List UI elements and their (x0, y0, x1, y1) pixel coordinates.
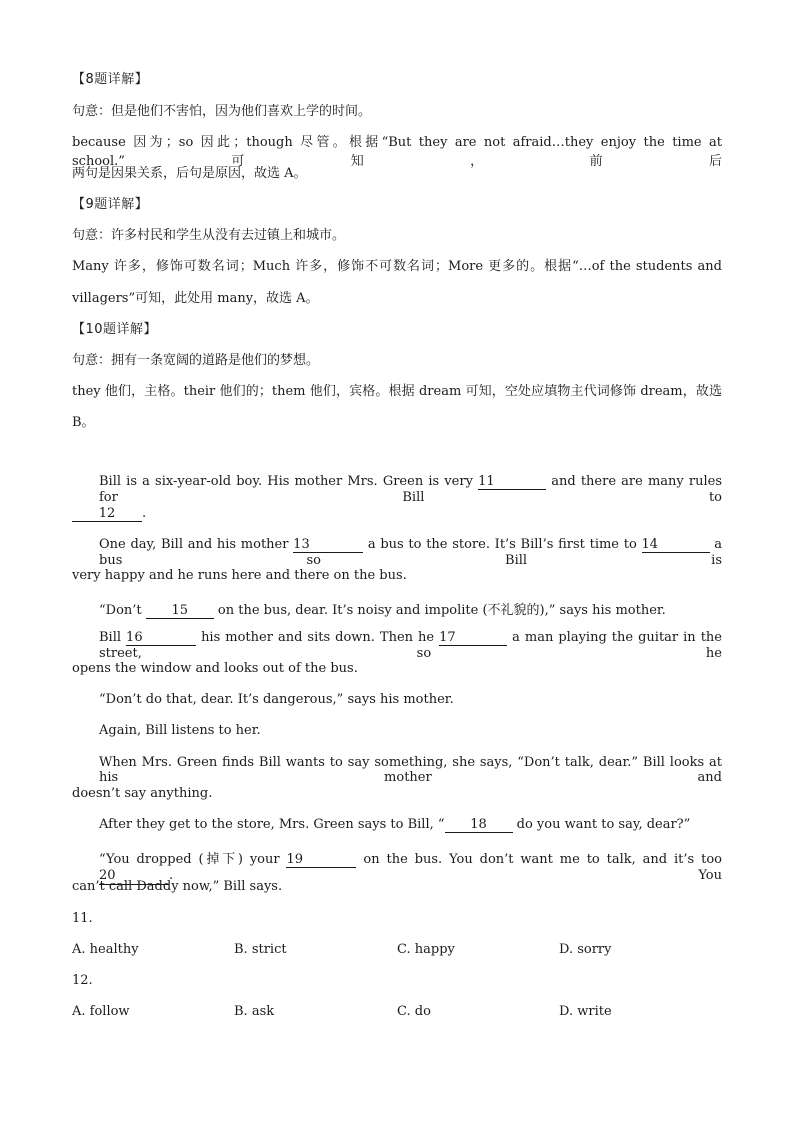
passage-line-7: opens the window and looks out of the bus. (72, 661, 358, 676)
passage-line-12 (99, 817, 690, 833)
blank-15: 15 (146, 604, 214, 619)
blank-11: 11 (478, 475, 546, 490)
passage-line-6 (99, 630, 722, 661)
explanation-9-meaning: 句意：许多村民和学生从没有去过镇上和城市。 (72, 228, 346, 243)
passage-text: Bill (99, 630, 122, 645)
passage-line-14: can’t call Daddy now,” Bill says. (72, 879, 283, 894)
explanation-9-analysis-line1: Many 许多，修饰可数名词；Much 许多，修饰不可数名词；More 更多的。根据“…of the students and (72, 259, 722, 274)
explanation-10-meaning: 句意：拥有一条宽阔的道路是他们的梦想。 (72, 353, 320, 368)
passage-text: a bus so Bill is (99, 537, 722, 569)
question-12-option-b[interactable]: B. ask (234, 1004, 275, 1019)
question-12-option-c[interactable]: C. do (397, 1004, 431, 1019)
passage-text: his mother and sits down. Then he (201, 630, 435, 645)
passage-line-9: Again, Bill listens to her. (99, 723, 261, 738)
explanation-9-heading: 【9题详解】 (72, 197, 149, 212)
question-11-option-b[interactable]: B. strict (234, 942, 287, 957)
passage-text: . You (169, 868, 722, 884)
passage-line-2 (72, 506, 146, 522)
explanation-9-analysis-line2: villagers”可知，此处用 many，故选 A。 (72, 291, 319, 306)
explanation-8-analysis-line2: 两句是因果关系，后句是原因，故选 A。 (72, 166, 307, 181)
passage-text: a man playing the guitar in the street, so he (99, 630, 722, 662)
blank-16: 16 (126, 631, 196, 646)
passage-line-5 (99, 599, 666, 619)
blank-20: 20 (99, 869, 169, 884)
blank-17: 17 (439, 631, 507, 646)
explanation-10-heading: 【10题详解】 (72, 322, 158, 337)
question-11-option-d[interactable]: D. sorry (559, 942, 612, 957)
question-12-option-a[interactable]: A. follow (72, 1004, 130, 1019)
question-11-number: 11. (72, 911, 93, 926)
blank-13: 13 (293, 538, 363, 553)
passage-text: on the bus, dear. It’s noisy and impolite (不礼貌的),” says his mother. (217, 603, 666, 618)
explanation-8-meaning: 句意：但是他们不害怕，因为他们喜欢上学的时间。 (72, 104, 372, 119)
passage-text: “You dropped (掉下) your (99, 852, 280, 867)
question-11-option-a[interactable]: A. healthy (72, 942, 139, 957)
passage-text: After they get to the store, Mrs. Green says to Bill, “ (99, 817, 445, 832)
passage-line-1 (99, 474, 722, 505)
explanation-10-analysis-line2: B。 (72, 415, 95, 430)
passage-text: on the bus. You don’t want me to talk, and it’s too (363, 852, 722, 867)
blank-12: 12 (72, 507, 142, 522)
passage-line-8: “Don’t do that, dear. It’s dangerous,” says his mother. (99, 692, 454, 707)
explanation-8-heading: 【8题详解】 (72, 72, 149, 87)
passage-line-4: very happy and he runs here and there on the bus. (72, 568, 407, 583)
blank-18: 18 (445, 818, 513, 833)
question-12-number: 12. (72, 973, 93, 988)
passage-text: One day, Bill and his mother (99, 537, 289, 552)
passage-text: . (142, 506, 147, 521)
passage-text: “Don’t (99, 603, 142, 618)
passage-text: a bus to the store. It’s Bill’s first time to (367, 537, 637, 552)
passage-text: Bill is a six-year-old boy. His mother Mrs. Green is very (99, 474, 473, 489)
question-11-option-c[interactable]: C. happy (397, 942, 455, 957)
explanation-8-analysis-line1: because 因为；so 因此；though 尽管。根据“But they are not afraid…they enjoy the time at school.”可知，前后 (72, 135, 722, 169)
passage-line-3 (99, 537, 722, 568)
passage-line-10: When Mrs. Green finds Bill wants to say something, she says, “Don’t talk, dear.” Bill looks at his mother and (99, 755, 722, 785)
blank-14: 14 (642, 538, 710, 553)
passage-line-11: doesn’t say anything. (72, 786, 213, 801)
explanation-10-analysis-line1: they 他们，主格。their 他们的；them 他们，宾格。根据 dream 可知，空处应填物主代词修饰 dream，故选 (72, 384, 722, 399)
blank-19: 19 (286, 853, 356, 868)
passage-text: and there are many rules for Bill to (99, 474, 723, 506)
passage-text: do you want to say, dear?” (516, 817, 691, 832)
question-12-option-d[interactable]: D. write (559, 1004, 612, 1019)
